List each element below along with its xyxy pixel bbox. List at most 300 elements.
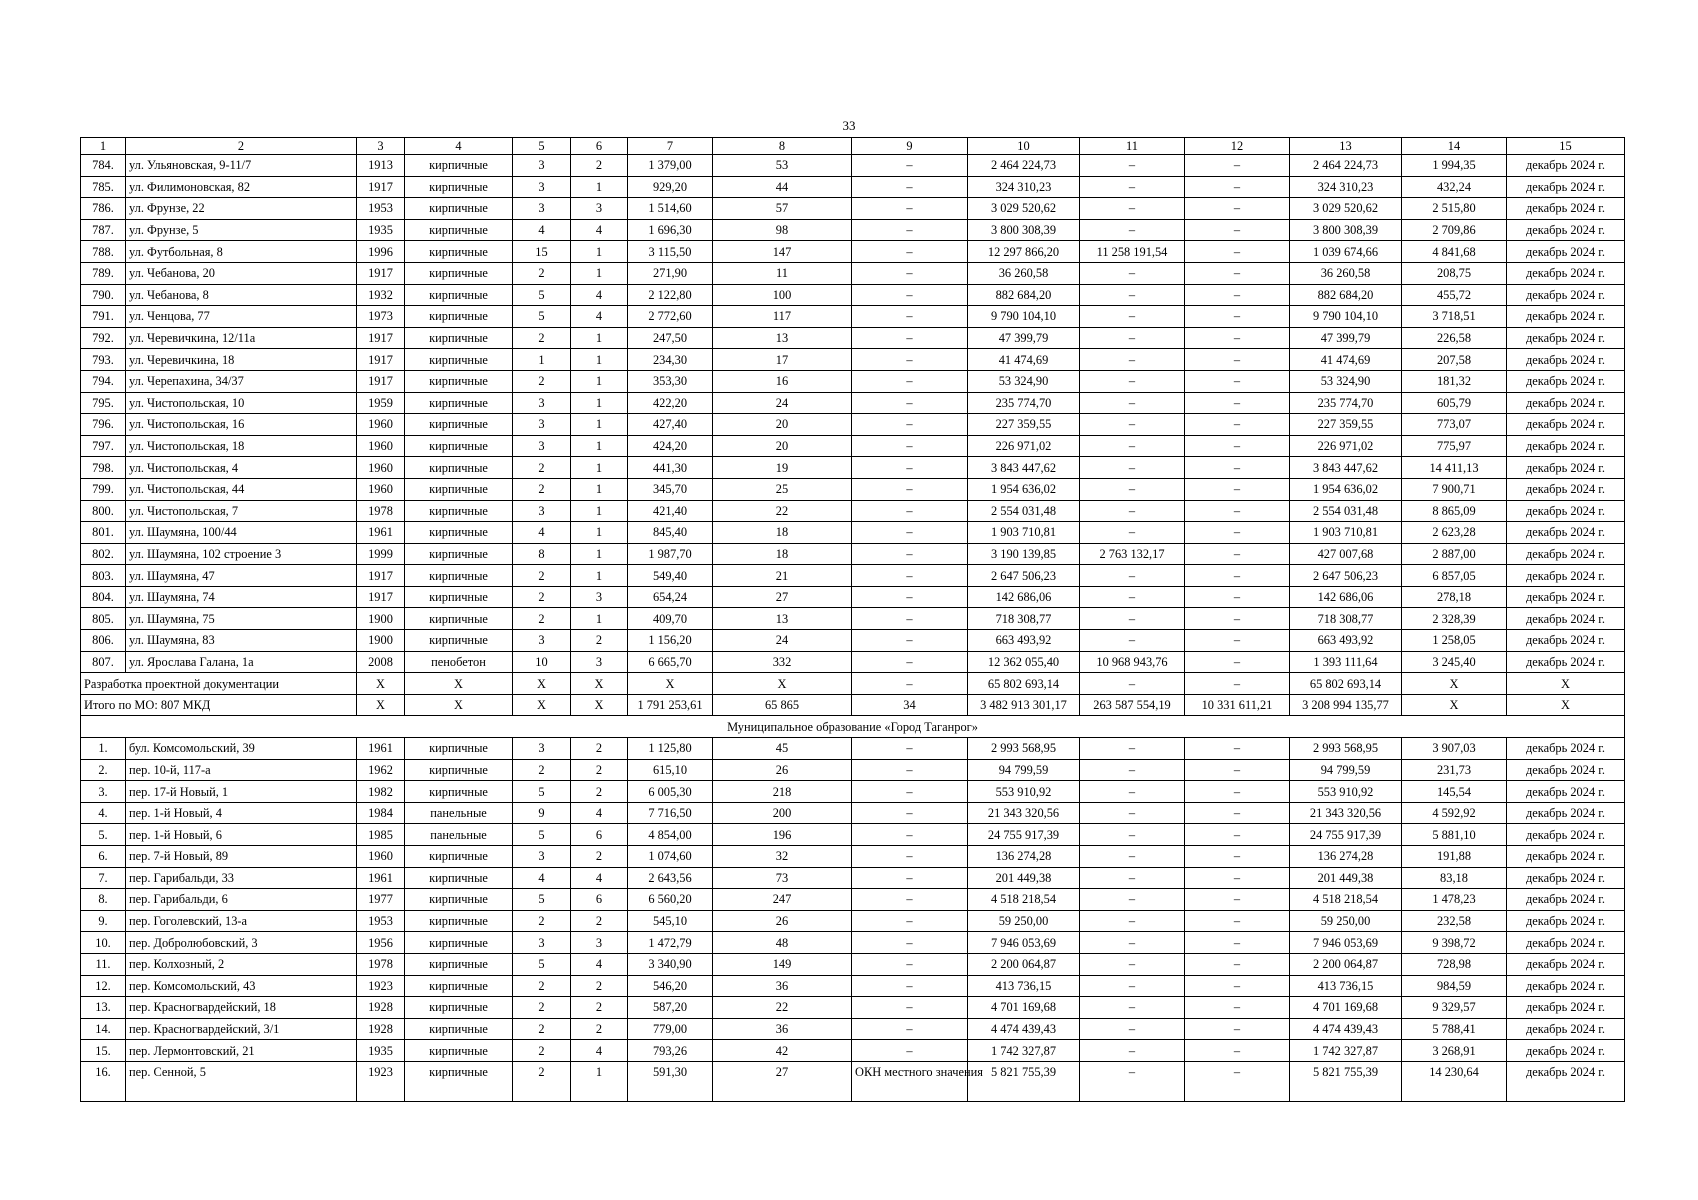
table-cell: декабрь 2024 г. [1507, 198, 1625, 220]
row-number-cell: 803. [81, 565, 126, 587]
table-cell: 3 [513, 846, 571, 868]
table-cell: – [852, 500, 968, 522]
table-cell: 4 [513, 867, 571, 889]
table-cell: 231,73 [1402, 759, 1507, 781]
table-cell: – [1185, 867, 1290, 889]
table-cell: 3 [513, 176, 571, 198]
table-cell: X [357, 673, 405, 695]
table-cell: 422,20 [628, 392, 713, 414]
table-cell: 663 493,92 [1290, 630, 1402, 652]
table-cell: – [852, 543, 968, 565]
table-cell: 587,20 [628, 997, 713, 1019]
table-cell: 53 324,90 [968, 370, 1080, 392]
table-cell: – [852, 802, 968, 824]
table-cell: 232,58 [1402, 910, 1507, 932]
table-cell: декабрь 2024 г. [1507, 846, 1625, 868]
table-cell: 7 900,71 [1402, 478, 1507, 500]
table-row [81, 867, 1625, 889]
table-cell: декабрь 2024 г. [1507, 975, 1625, 997]
table-cell: 2 993 568,95 [968, 738, 1080, 760]
table-cell: 5 [513, 824, 571, 846]
table-cell: 25 [713, 478, 852, 500]
table-cell: 1953 [357, 910, 405, 932]
table-cell: 1959 [357, 392, 405, 414]
table-cell: 1 [571, 370, 628, 392]
table-cell: 2 [513, 997, 571, 1019]
table-cell: – [1080, 327, 1185, 349]
table-cell: 3 [513, 392, 571, 414]
table-cell: 145,54 [1402, 781, 1507, 803]
table-cell: 136 274,28 [1290, 846, 1402, 868]
table-cell: – [852, 975, 968, 997]
table-cell: 432,24 [1402, 176, 1507, 198]
column-number: 3 [357, 138, 405, 155]
table-cell: 1 039 674,66 [1290, 241, 1402, 263]
row-number-cell: 9. [81, 910, 126, 932]
table-cell: – [852, 759, 968, 781]
table-cell: декабрь 2024 г. [1507, 651, 1625, 673]
table-cell: – [1080, 867, 1185, 889]
table-cell: 16 [713, 370, 852, 392]
table-cell: 2 [513, 565, 571, 587]
table-row [81, 1018, 1625, 1040]
table-cell: 1 [571, 262, 628, 284]
table-cell: 47 399,79 [1290, 327, 1402, 349]
table-cell: – [1080, 802, 1185, 824]
table-cell: декабрь 2024 г. [1507, 759, 1625, 781]
table-cell: – [1080, 219, 1185, 241]
table-row [81, 565, 1625, 587]
table-cell: 5 788,41 [1402, 1018, 1507, 1040]
table-cell: кирпичные [405, 630, 513, 652]
table-cell: – [852, 198, 968, 220]
table-cell: 984,59 [1402, 975, 1507, 997]
table-cell: 20 [713, 414, 852, 436]
table-cell: 4 [513, 219, 571, 241]
table-cell: 7 946 053,69 [1290, 932, 1402, 954]
table-cell: – [852, 630, 968, 652]
table-cell: 94 799,59 [968, 759, 1080, 781]
table-cell: 3 340,90 [628, 953, 713, 975]
column-number-row [81, 138, 1625, 155]
table-cell: 1932 [357, 284, 405, 306]
table-cell: 7 946 053,69 [968, 932, 1080, 954]
total-row [81, 694, 1625, 716]
row-number-cell: 791. [81, 306, 126, 328]
table-row [81, 1040, 1625, 1062]
table-cell: 3 115,50 [628, 241, 713, 263]
table-cell: 6 857,05 [1402, 565, 1507, 587]
row-number-cell: 3. [81, 781, 126, 803]
table-cell: 18 [713, 543, 852, 565]
table-cell: кирпичные [405, 414, 513, 436]
table-cell: 247,50 [628, 327, 713, 349]
table-cell: X [713, 673, 852, 695]
table-cell: 413 736,15 [1290, 975, 1402, 997]
address-cell: ул. Ульяновская, 9-11/7 [126, 155, 357, 177]
row-number-cell: 16. [81, 1061, 126, 1101]
table-cell: 654,24 [628, 586, 713, 608]
table-cell: 191,88 [1402, 846, 1507, 868]
table-cell: 57 [713, 198, 852, 220]
table-cell: декабрь 2024 г. [1507, 457, 1625, 479]
table-cell: – [1080, 500, 1185, 522]
address-cell: пер. Гоголевский, 13-а [126, 910, 357, 932]
table-cell: 6 665,70 [628, 651, 713, 673]
table-cell: – [852, 241, 968, 263]
table-cell: кирпичные [405, 284, 513, 306]
table-cell: 147 [713, 241, 852, 263]
table-cell: 1 [571, 392, 628, 414]
table-cell: 2 [571, 630, 628, 652]
table-cell: – [852, 176, 968, 198]
table-cell: 2 554 031,48 [968, 500, 1080, 522]
table-row [81, 543, 1625, 565]
section-title: Муниципальное образование «Город Таганрог» [81, 716, 1625, 738]
table-cell: 3 [571, 932, 628, 954]
table-cell: 201 449,38 [968, 867, 1080, 889]
table-cell: 1961 [357, 867, 405, 889]
table-cell: 441,30 [628, 457, 713, 479]
table-cell: кирпичные [405, 565, 513, 587]
address-cell: пер. 17-й Новый, 1 [126, 781, 357, 803]
table-cell: 9 329,57 [1402, 997, 1507, 1019]
row-number-cell: 15. [81, 1040, 126, 1062]
total-row-label: Итого по МО: 807 МКД [81, 694, 357, 716]
table-cell: 591,30 [628, 1061, 713, 1101]
table-cell: 94 799,59 [1290, 759, 1402, 781]
address-cell: ул. Черевичкина, 12/11а [126, 327, 357, 349]
table-cell: 9 398,72 [1402, 932, 1507, 954]
table-cell: кирпичные [405, 586, 513, 608]
table-cell: – [852, 997, 968, 1019]
table-cell: декабрь 2024 г. [1507, 997, 1625, 1019]
table-cell: 26 [713, 759, 852, 781]
table-cell: 263 587 554,19 [1080, 694, 1185, 716]
table-cell: – [1185, 435, 1290, 457]
table-row [81, 824, 1625, 846]
address-cell: пер. 7-й Новый, 89 [126, 846, 357, 868]
table-cell: – [1185, 586, 1290, 608]
row-number-cell: 793. [81, 349, 126, 371]
table-cell: 208,75 [1402, 262, 1507, 284]
table-cell: – [1185, 500, 1290, 522]
table-cell: 728,98 [1402, 953, 1507, 975]
table-cell: 1 [571, 349, 628, 371]
table-cell: декабрь 2024 г. [1507, 435, 1625, 457]
table-cell: 1 903 710,81 [1290, 522, 1402, 544]
column-number: 14 [1402, 138, 1507, 155]
table-cell: – [1185, 824, 1290, 846]
table-cell: 1917 [357, 370, 405, 392]
table-cell: – [1185, 846, 1290, 868]
table-cell: – [1080, 975, 1185, 997]
table-row [81, 651, 1625, 673]
table-cell: кирпичные [405, 370, 513, 392]
table-row [81, 738, 1625, 760]
table-cell: 21 343 320,56 [1290, 802, 1402, 824]
table-row [81, 500, 1625, 522]
table-cell: 36 [713, 975, 852, 997]
table-cell: 10 [513, 651, 571, 673]
column-number: 11 [1080, 138, 1185, 155]
table-cell: 235 774,70 [1290, 392, 1402, 414]
table-cell: – [1080, 738, 1185, 760]
table-cell: 1 [571, 176, 628, 198]
column-number: 7 [628, 138, 713, 155]
table-row [81, 478, 1625, 500]
table-cell: 36 260,58 [968, 262, 1080, 284]
table-cell: 3 029 520,62 [968, 198, 1080, 220]
table-cell: 1 [513, 349, 571, 371]
table-cell: ОКН местного значения [852, 1061, 968, 1101]
table-row [81, 1061, 1625, 1101]
table-cell: 718 308,77 [968, 608, 1080, 630]
table-cell: – [852, 910, 968, 932]
table-cell: – [1080, 457, 1185, 479]
table-cell: 2 623,28 [1402, 522, 1507, 544]
table-cell: – [1185, 997, 1290, 1019]
table-cell: кирпичные [405, 759, 513, 781]
table-cell: – [1185, 975, 1290, 997]
table-cell: – [1185, 306, 1290, 328]
table-cell: – [1080, 198, 1185, 220]
table-cell: 2 [571, 759, 628, 781]
table-cell: декабрь 2024 г. [1507, 522, 1625, 544]
table-cell: – [1185, 198, 1290, 220]
table-cell: 1 696,30 [628, 219, 713, 241]
table-cell: 24 755 917,39 [968, 824, 1080, 846]
address-cell: ул. Фрунзе, 22 [126, 198, 357, 220]
table-cell: 235 774,70 [968, 392, 1080, 414]
table-cell: – [1185, 349, 1290, 371]
table-cell: – [1080, 673, 1185, 695]
table-cell: – [852, 953, 968, 975]
table-cell: декабрь 2024 г. [1507, 1040, 1625, 1062]
table-row [81, 198, 1625, 220]
table-cell: 21 [713, 565, 852, 587]
table-cell: – [1080, 889, 1185, 911]
table-cell: 605,79 [1402, 392, 1507, 414]
row-number-cell: 807. [81, 651, 126, 673]
row-number-cell: 798. [81, 457, 126, 479]
table-cell: X [1507, 694, 1625, 716]
address-cell: ул. Фрунзе, 5 [126, 219, 357, 241]
table-cell: 36 [713, 1018, 852, 1040]
table-cell: декабрь 2024 г. [1507, 284, 1625, 306]
table-cell: 218 [713, 781, 852, 803]
table-cell: 59 250,00 [1290, 910, 1402, 932]
table-cell: 2 [513, 1018, 571, 1040]
table-cell: 47 399,79 [968, 327, 1080, 349]
row-number-cell: 8. [81, 889, 126, 911]
table-cell: 4 518 218,54 [968, 889, 1080, 911]
table-cell: 3 [513, 155, 571, 177]
table-cell: 9 [513, 802, 571, 824]
table-cell: – [1185, 522, 1290, 544]
table-cell: 247 [713, 889, 852, 911]
table-cell: – [852, 738, 968, 760]
table-cell: – [852, 889, 968, 911]
table-cell: 1960 [357, 457, 405, 479]
table-cell: кирпичные [405, 608, 513, 630]
table-cell: 4 [571, 867, 628, 889]
table-cell: 226 971,02 [1290, 435, 1402, 457]
table-row [81, 932, 1625, 954]
table-cell: X [405, 673, 513, 695]
table-cell: – [1185, 219, 1290, 241]
table-row [81, 349, 1625, 371]
table-cell: 3 245,40 [1402, 651, 1507, 673]
table-cell: 424,20 [628, 435, 713, 457]
table-cell: 5 [513, 781, 571, 803]
table-cell: – [1185, 802, 1290, 824]
table-row [81, 953, 1625, 975]
table-cell: декабрь 2024 г. [1507, 630, 1625, 652]
address-cell: ул. Шаумяна, 83 [126, 630, 357, 652]
table-cell: панельные [405, 824, 513, 846]
table-cell: 353,30 [628, 370, 713, 392]
row-number-cell: 794. [81, 370, 126, 392]
table-cell: 4 [513, 522, 571, 544]
table-cell: кирпичные [405, 478, 513, 500]
table-cell: 2 328,39 [1402, 608, 1507, 630]
row-number-cell: 786. [81, 198, 126, 220]
table-row [81, 370, 1625, 392]
table-cell: – [1185, 1061, 1290, 1101]
table-row [81, 327, 1625, 349]
table-cell: 1 [571, 543, 628, 565]
table-cell: 2 763 132,17 [1080, 543, 1185, 565]
table-cell: декабрь 2024 г. [1507, 349, 1625, 371]
table-cell: 234,30 [628, 349, 713, 371]
table-cell: 3 [513, 630, 571, 652]
table-cell: X [1507, 673, 1625, 695]
table-cell: 11 [713, 262, 852, 284]
table-cell: 1913 [357, 155, 405, 177]
table-cell: X [513, 673, 571, 695]
table-cell: декабрь 2024 г. [1507, 219, 1625, 241]
table-cell: 779,00 [628, 1018, 713, 1040]
table-cell: 65 865 [713, 694, 852, 716]
row-number-cell: 797. [81, 435, 126, 457]
table-cell: 227 359,55 [1290, 414, 1402, 436]
table-cell: 4 592,92 [1402, 802, 1507, 824]
table-cell: – [1185, 932, 1290, 954]
table-cell: 4 [571, 1040, 628, 1062]
table-cell: 1 [571, 522, 628, 544]
row-number-cell: 10. [81, 932, 126, 954]
table-cell: кирпичные [405, 306, 513, 328]
table-cell: кирпичные [405, 738, 513, 760]
table-cell: 1923 [357, 1061, 405, 1101]
address-cell: пер. Гарибальди, 6 [126, 889, 357, 911]
table-cell: 409,70 [628, 608, 713, 630]
table-cell: 2 647 506,23 [968, 565, 1080, 587]
row-number-cell: 2. [81, 759, 126, 781]
address-cell: ул. Чебанова, 20 [126, 262, 357, 284]
table-cell: – [1080, 478, 1185, 500]
table-row [81, 435, 1625, 457]
table-cell: 10 968 943,76 [1080, 651, 1185, 673]
table-cell: 65 802 693,14 [1290, 673, 1402, 695]
table-cell: 455,72 [1402, 284, 1507, 306]
table-cell: – [852, 349, 968, 371]
table-cell: 3 843 447,62 [968, 457, 1080, 479]
table-cell: 1 478,23 [1402, 889, 1507, 911]
row-number-cell: 785. [81, 176, 126, 198]
table-cell: декабрь 2024 г. [1507, 953, 1625, 975]
table-cell: 1996 [357, 241, 405, 263]
table-cell: 1 [571, 478, 628, 500]
table-cell: 3 482 913 301,17 [968, 694, 1080, 716]
table-cell: кирпичные [405, 781, 513, 803]
table-cell: 3 718,51 [1402, 306, 1507, 328]
table-cell: – [852, 846, 968, 868]
table-cell: 3 029 520,62 [1290, 198, 1402, 220]
table-cell: – [1080, 435, 1185, 457]
table-cell: 2 200 064,87 [1290, 953, 1402, 975]
table-cell: 3 [571, 198, 628, 220]
table-cell: 1 742 327,87 [1290, 1040, 1402, 1062]
table-cell: 773,07 [1402, 414, 1507, 436]
table-cell: кирпичные [405, 241, 513, 263]
row-number-cell: 789. [81, 262, 126, 284]
table-cell: кирпичные [405, 932, 513, 954]
column-number: 15 [1507, 138, 1625, 155]
table-cell: 1 258,05 [1402, 630, 1507, 652]
table-cell: 4 [571, 953, 628, 975]
table-cell: 41 474,69 [1290, 349, 1402, 371]
row-number-cell: 13. [81, 997, 126, 1019]
table-cell: 2 647 506,23 [1290, 565, 1402, 587]
table-cell: декабрь 2024 г. [1507, 932, 1625, 954]
table-row [81, 457, 1625, 479]
table-cell: 1 742 327,87 [968, 1040, 1080, 1062]
table-cell: 14 411,13 [1402, 457, 1507, 479]
table-cell: X [405, 694, 513, 716]
table-cell: – [1080, 630, 1185, 652]
table-cell: 4 854,00 [628, 824, 713, 846]
table-cell: 2 887,00 [1402, 543, 1507, 565]
address-cell: пер. Колхозный, 2 [126, 953, 357, 975]
table-cell: декабрь 2024 г. [1507, 867, 1625, 889]
page-number: 33 [842, 118, 856, 133]
column-number: 8 [713, 138, 852, 155]
table-cell: декабрь 2024 г. [1507, 500, 1625, 522]
table-cell: 3 268,91 [1402, 1040, 1507, 1062]
table-cell: 324 310,23 [968, 176, 1080, 198]
table-cell: 5 [513, 889, 571, 911]
table-cell: 2 [513, 327, 571, 349]
row-number-cell: 804. [81, 586, 126, 608]
row-number-cell: 14. [81, 1018, 126, 1040]
table-cell: 21 343 320,56 [968, 802, 1080, 824]
table-cell: 136 274,28 [968, 846, 1080, 868]
table-cell: 1973 [357, 306, 405, 328]
table-cell: кирпичные [405, 889, 513, 911]
table-cell: декабрь 2024 г. [1507, 414, 1625, 436]
table-row [81, 241, 1625, 263]
table-cell: 278,18 [1402, 586, 1507, 608]
table-cell: – [1185, 176, 1290, 198]
table-cell: 200 [713, 802, 852, 824]
table-cell: – [1080, 306, 1185, 328]
row-number-cell: 11. [81, 953, 126, 975]
table-cell: – [1080, 176, 1185, 198]
table-cell: кирпичные [405, 953, 513, 975]
table-cell: – [1080, 953, 1185, 975]
